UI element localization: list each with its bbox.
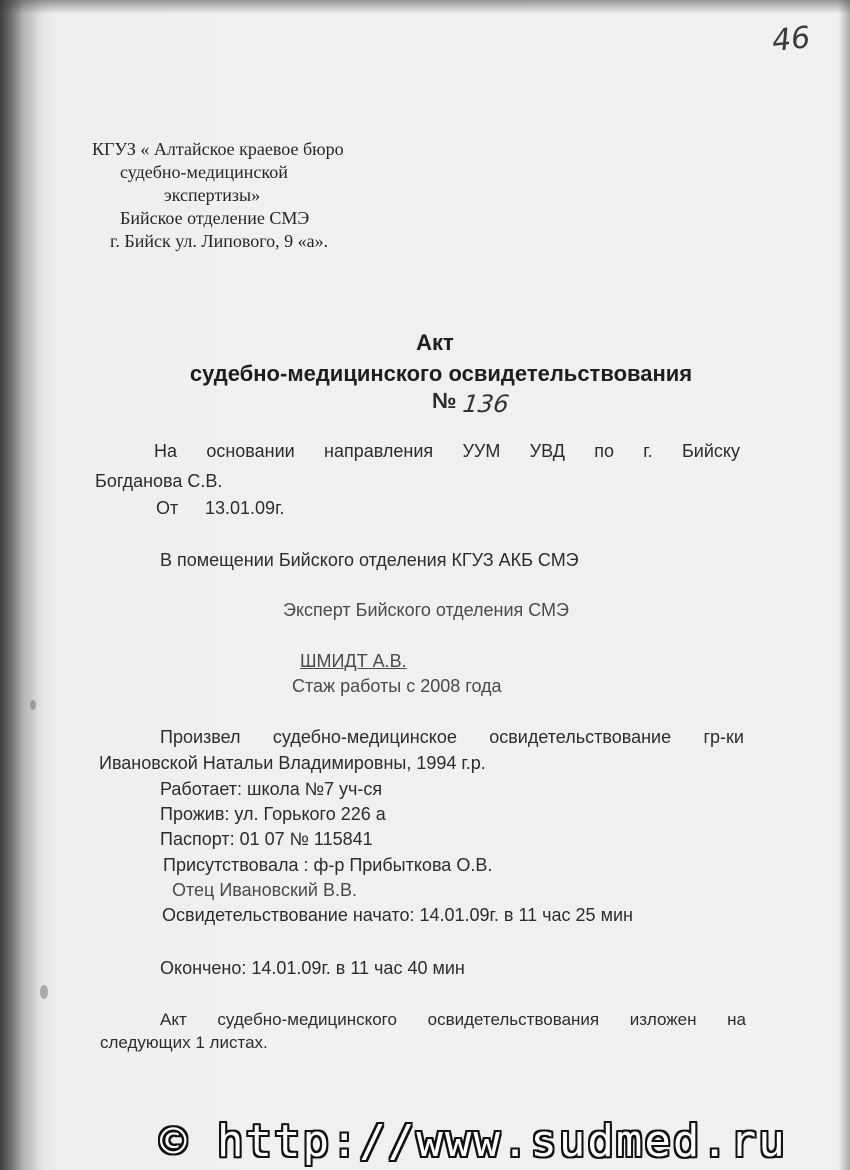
works: Работает: школа №7 уч-ся	[160, 779, 383, 799]
word: Акт	[160, 1010, 187, 1029]
word: направления	[324, 441, 434, 461]
from-label: От	[156, 498, 179, 518]
performed-line	[160, 727, 744, 748]
scan-blot	[40, 985, 48, 999]
watermark: © http://www.sudmed.ru	[160, 1116, 787, 1167]
scan-edge-shadow	[0, 0, 40, 1170]
org-line: Бийское отделение СМЭ	[120, 208, 310, 228]
scan-top-shadow	[0, 0, 850, 14]
basis-line-2: Богданова С.В.	[95, 471, 223, 491]
word: УУМ	[462, 441, 501, 461]
word: освидетельствования	[427, 1010, 600, 1029]
word: г.	[643, 441, 653, 461]
word: по	[594, 441, 614, 461]
org-line: г. Бийск ул. Липового, 9 «а».	[110, 231, 329, 251]
word: изложен	[629, 1010, 697, 1029]
word: судебно-медицинское	[272, 727, 457, 747]
from-date: 13.01.09г.	[205, 498, 285, 518]
document-title: Акт	[416, 330, 454, 355]
expert-title: Эксперт Бийского отделения СМЭ	[283, 600, 569, 620]
started: Освидетельствование начато: 14.01.09г. в 11 час 25 мин	[162, 905, 633, 925]
org-line: экспертизы»	[164, 185, 261, 205]
word: На	[154, 441, 178, 461]
passport: Паспорт: 01 07 № 115841	[160, 829, 373, 849]
place: В помещении Бийского отделения КГУЗ АКБ СМЭ	[160, 550, 579, 570]
lives: Прожив: ул. Горького 226 а	[160, 804, 386, 824]
act-number-handwritten: 136	[461, 390, 511, 418]
present: Присутствовала : ф-р Прибыткова О.В.	[163, 855, 493, 875]
father: Отец Ивановский В.В.	[172, 880, 357, 900]
act-line-2: следующих 1 листах.	[100, 1033, 268, 1052]
word: Произвел	[160, 727, 241, 747]
org-line: КГУЗ « Алтайское краевое бюро	[92, 139, 344, 159]
document-subtitle: судебно-медицинского освидетельствования	[189, 361, 693, 386]
word: Бийску	[681, 441, 740, 461]
experience: Стаж работы с 2008 года	[292, 676, 502, 696]
word: на	[727, 1010, 746, 1029]
page-number: 46	[770, 20, 812, 59]
ended: Окончено: 14.01.09г. в 11 час 40 мин	[160, 958, 465, 978]
word: судебно-медицинского	[217, 1010, 397, 1029]
word: основании	[206, 441, 295, 461]
scan-blot	[30, 700, 36, 710]
organization-header	[92, 138, 344, 253]
word: освидетельствование	[489, 727, 672, 747]
scan-right-shadow	[838, 0, 850, 1170]
expert-name: ШМИДТ А.В.	[300, 651, 407, 671]
org-line: судебно-медицинской	[120, 162, 288, 182]
word: УВД	[529, 441, 565, 461]
basis-line	[154, 441, 740, 462]
act-number-label: №	[432, 388, 457, 413]
act-line	[160, 1010, 746, 1030]
word: гр-ки	[703, 727, 744, 747]
performed-line-2: Ивановской Натальи Владимировны, 1994 г.р.	[99, 753, 486, 773]
